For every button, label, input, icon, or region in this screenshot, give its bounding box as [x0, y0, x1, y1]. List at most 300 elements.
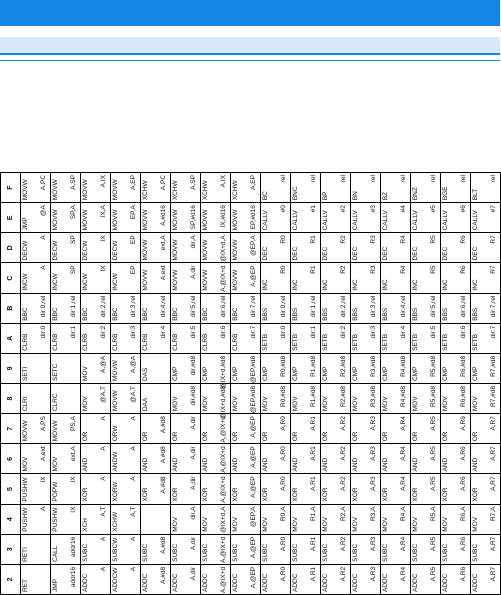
mnemonic: INC [412, 279, 419, 291]
mnemonic: BBS [322, 307, 329, 321]
mnemonic: MOVW [232, 269, 239, 291]
operand: A,dir [190, 566, 198, 581]
mnemonic: AND [262, 457, 269, 472]
operand: A,R1 [310, 416, 318, 431]
opcode-cell [201, 293, 231, 323]
operand: A,R5 [430, 446, 438, 461]
opcode-cell [471, 384, 501, 414]
mnemonic: XOR [202, 487, 209, 502]
opcode-cell [411, 233, 441, 263]
mnemonic: SETB [322, 333, 329, 351]
operand: dir:0 [40, 325, 48, 339]
mnemonic: DEC [472, 246, 479, 261]
mnemonic: INC [352, 279, 359, 291]
operand: rel [460, 175, 468, 183]
operand: A,R1 [310, 476, 318, 491]
opcode-cell [321, 444, 351, 474]
operand: #2 [340, 205, 348, 213]
mnemonic: SETB [412, 333, 419, 351]
opcode-cell [291, 323, 321, 353]
operand: dir:1,rel [70, 295, 78, 318]
opcode-cell [381, 414, 411, 444]
mnemonic: OR [352, 431, 359, 442]
mnemonic: MOVW [52, 179, 59, 201]
opcode-cell [21, 504, 51, 534]
opcode-cell [381, 564, 411, 594]
mnemonic: BBC [202, 307, 209, 321]
mnemonic: XOR [472, 487, 479, 502]
mnemonic: DEC [262, 246, 269, 261]
opcode-cell [471, 203, 501, 233]
opcode-cell [351, 323, 381, 353]
mnemonic: BBS [382, 307, 389, 321]
mnemonic: SETC [52, 363, 59, 382]
mnemonic: BBC [112, 307, 119, 321]
mnemonic: INC [262, 279, 269, 291]
mnemonic: MOV [352, 516, 359, 532]
operand: A,R5 [430, 536, 438, 552]
opcode-cell [441, 233, 471, 263]
operand: R3,A [370, 506, 378, 522]
opcode-cell [51, 323, 81, 353]
operand: A,SP [190, 175, 198, 190]
mnemonic: CALL [52, 545, 59, 562]
operand: A,@IX+d [220, 536, 228, 564]
opcode-cell [51, 384, 81, 414]
mnemonic: MOV [472, 396, 479, 412]
operand: R3 [370, 265, 378, 274]
mnemonic: CALLV [322, 210, 329, 231]
mnemonic: OR [142, 431, 149, 442]
operand: A,dir [190, 476, 198, 490]
mnemonic: ANDW [112, 451, 119, 472]
column-header-row [1, 173, 21, 595]
operand: R2 [340, 235, 348, 244]
mnemonic: BBC [142, 307, 149, 321]
mnemonic: MOV [232, 516, 239, 532]
opcode-cell [291, 564, 321, 594]
opcode-cell [141, 263, 171, 293]
operand: R2 [340, 265, 348, 274]
table-row [471, 173, 501, 595]
mnemonic: OR [232, 431, 239, 442]
operand: A,R1 [310, 566, 318, 582]
column-header: D [1, 233, 21, 263]
operand: A,R1 [310, 446, 318, 461]
opcode-cell [351, 173, 381, 203]
opcode-cell [351, 414, 381, 444]
operand: R6,#d8 [460, 386, 468, 407]
mnemonic: SETB [382, 333, 389, 351]
operand: A [130, 416, 138, 421]
mnemonic: INCW [112, 273, 119, 291]
mnemonic: CLRB [82, 333, 89, 351]
operand: dir:6,rel [460, 295, 468, 318]
mnemonic: ADDC [232, 573, 239, 592]
opcode-cell [81, 353, 111, 383]
mnemonic: MOV [202, 396, 209, 412]
mnemonic: INC [292, 279, 299, 291]
operand: A,R1 [310, 536, 318, 552]
mnemonic: OR [382, 431, 389, 442]
opcode-cell [81, 323, 111, 353]
mnemonic: CALLV [352, 210, 359, 231]
operand: dir:3 [370, 325, 378, 339]
operand: IX,A [100, 205, 108, 218]
operand: A [100, 476, 108, 481]
mnemonic: ADDC [472, 573, 479, 592]
opcode-cell [441, 384, 471, 414]
operand: A,R5 [430, 416, 438, 431]
operand: rel [370, 175, 378, 183]
opcode-cell [201, 263, 231, 293]
opcode-cell [171, 263, 201, 293]
mnemonic: CMP [382, 366, 389, 382]
opcode-cell [21, 414, 51, 444]
opcode-cell [411, 353, 441, 383]
opcode-cell [411, 384, 441, 414]
mnemonic: CMP [442, 366, 449, 382]
opcode-cell [471, 233, 501, 263]
column-header: 5 [1, 474, 21, 504]
opcode-cell [351, 233, 381, 263]
mnemonic: MOVW [112, 390, 119, 412]
operand: A,R0 [280, 566, 288, 582]
operand: R1,#d8 [310, 355, 318, 377]
mnemonic: INC [322, 279, 329, 291]
mnemonic: INC [442, 279, 449, 291]
operand: A,R4 [400, 566, 408, 582]
mnemonic: MOV [82, 366, 89, 382]
opcode-cell [21, 474, 51, 504]
operand: A,R4 [400, 446, 408, 461]
operand: R5,#d8 [430, 386, 438, 407]
mnemonic: DECW [52, 240, 59, 261]
opcode-cell [411, 263, 441, 293]
mnemonic: MOVW [112, 179, 119, 201]
operand: dir:7 [490, 325, 498, 339]
opcode-cell [111, 173, 141, 203]
operand: R7,#d8 [490, 355, 498, 377]
opcode-cell [141, 353, 171, 383]
opcode-cell [351, 564, 381, 594]
mnemonic: CLRB [202, 333, 209, 351]
operand: @A [40, 205, 48, 217]
operand: @IX+d,#d8 [220, 355, 228, 389]
mnemonic: AND [202, 457, 209, 472]
opcode-cell [21, 233, 51, 263]
table-row [141, 173, 171, 595]
operand: A,#d16 [160, 205, 168, 226]
operand: EP [130, 235, 138, 244]
operand: A,T [100, 506, 108, 517]
operand: R1,A [310, 506, 318, 522]
opcode-cell [51, 263, 81, 293]
mnemonic: INCW [52, 273, 59, 291]
operand: dir:1,rel [310, 295, 318, 318]
opcode-cell [141, 384, 171, 414]
opcode-cell [141, 293, 171, 323]
opcode-cell [141, 414, 171, 444]
opcode-cell [381, 353, 411, 383]
opcode-cell [261, 323, 291, 353]
mnemonic: BBS [412, 307, 419, 321]
opcode-cell [141, 203, 171, 233]
mnemonic: SUBC [262, 543, 269, 562]
opcode-cell [81, 263, 111, 293]
opcode-cell [261, 564, 291, 594]
opcode-cell [321, 474, 351, 504]
mnemonic: MOV [262, 396, 269, 412]
opcode-cell [81, 414, 111, 444]
opcode-cell [261, 173, 291, 203]
operand: A,R4 [400, 536, 408, 552]
mnemonic: INCW [22, 273, 29, 291]
mnemonic: DEC [352, 246, 359, 261]
operand: dir,#d8 [190, 386, 198, 406]
mnemonic: SUBC [412, 543, 419, 562]
mnemonic: BBC [82, 307, 89, 321]
operand: A,@IX+d [220, 416, 228, 443]
operand: dir:5,rel [190, 295, 198, 318]
opcode-cell [201, 474, 231, 504]
mnemonic: MOVW [172, 239, 179, 261]
mnemonic: MOVW [142, 209, 149, 231]
mnemonic: INC [382, 279, 389, 291]
opcode-cell [291, 203, 321, 233]
opcode-cell [201, 564, 231, 594]
opcode-cell [411, 203, 441, 233]
opcode-cell [411, 534, 441, 564]
operand: A [40, 235, 48, 240]
operand: A,dir [190, 446, 198, 460]
operand: dir:4,rel [400, 295, 408, 318]
opcode-cell [111, 293, 141, 323]
opcode-cell [291, 263, 321, 293]
opcode-cell [51, 504, 81, 534]
mnemonic: SUBC [442, 543, 449, 562]
opcode-cell [351, 534, 381, 564]
column-header: F [1, 173, 21, 203]
opcode-cell [351, 504, 381, 534]
opcode-cell [291, 444, 321, 474]
opcode-cell [171, 504, 201, 534]
column-header: B [1, 293, 21, 323]
operand: A,R3 [370, 566, 378, 582]
mnemonic: BBS [262, 307, 269, 321]
mnemonic: DEC [382, 246, 389, 261]
mnemonic: CLRB [142, 333, 149, 351]
mnemonic: BNZ [412, 187, 419, 201]
mnemonic: MOV [202, 516, 209, 532]
opcode-cell [21, 263, 51, 293]
mnemonic: CLRB [52, 333, 59, 351]
operand: ext,A [70, 446, 78, 462]
operand: rel [340, 175, 348, 183]
mnemonic: MOV [442, 396, 449, 412]
operand: A,#d8 [160, 416, 168, 434]
opcode-cell [411, 444, 441, 474]
opcode-cell [411, 564, 441, 594]
opcode-cell [471, 474, 501, 504]
opcode-cell [51, 444, 81, 474]
opcode-cell [111, 233, 141, 263]
mnemonic: BP [322, 191, 329, 201]
mnemonic: MOVW [112, 209, 119, 231]
mnemonic: MOV [322, 516, 329, 532]
mnemonic: XCHW [232, 180, 239, 201]
mnemonic: XOR [172, 487, 179, 502]
opcode-cell [111, 534, 141, 564]
mnemonic: CMP [202, 366, 209, 382]
operand: A,@A [130, 355, 138, 373]
opcode-cell [411, 474, 441, 504]
column-header: E [1, 203, 21, 233]
opcode-cell [81, 384, 111, 414]
operand: A,@EP [250, 566, 258, 589]
operand: A [100, 566, 108, 572]
operand: @EP,#d8 [250, 355, 258, 383]
table-row [261, 173, 291, 595]
mnemonic: CALLV [412, 210, 419, 231]
mnemonic: BBC [172, 307, 179, 321]
operand: R4 [400, 235, 408, 244]
operand: A [100, 416, 108, 421]
table-row [231, 173, 261, 595]
mnemonic: XOR [142, 487, 149, 502]
table-row [381, 173, 411, 595]
mnemonic: DECW [82, 240, 89, 261]
mnemonic: MOVW [82, 209, 89, 231]
operand: A,@IX+d [220, 265, 228, 292]
mnemonic: ADDCW [112, 567, 119, 592]
operand: R4,#d8 [400, 355, 408, 377]
operand: dir:6 [460, 325, 468, 339]
opcode-cell [51, 353, 81, 383]
operand: A,@EP [250, 536, 258, 559]
operand: #0 [280, 205, 288, 213]
mnemonic: MOV [232, 396, 239, 412]
mnemonic: AND [382, 457, 389, 472]
opcode-cell [261, 203, 291, 233]
mnemonic: MOV [352, 396, 359, 412]
opcode-cell [21, 323, 51, 353]
opcode-cell [231, 203, 261, 233]
mnemonic: OR [442, 431, 449, 442]
mnemonic: AND [352, 457, 359, 472]
mnemonic: CALLV [442, 210, 449, 231]
mnemonic: BLT [472, 188, 479, 201]
mnemonic: MOVW [22, 179, 29, 201]
operand: EP [130, 265, 138, 275]
mnemonic: MOV [412, 396, 419, 412]
operand: R2,#d8 [340, 355, 348, 377]
mnemonic: CMP [172, 366, 179, 382]
operand: R2,#d8 [340, 386, 348, 407]
mnemonic: CLRB [232, 333, 239, 351]
operand: A,ext [160, 265, 168, 281]
operand: EP,#d16 [250, 205, 258, 230]
opcode-cell [351, 384, 381, 414]
opcode-cell [201, 203, 231, 233]
operand: A,R5 [430, 566, 438, 582]
mnemonic: MOV [22, 456, 29, 472]
operand: rel [490, 175, 498, 183]
operand: dir:1 [310, 325, 318, 339]
opcode-cell [261, 414, 291, 444]
mnemonic: XOR [232, 487, 239, 502]
mnemonic: BBS [292, 307, 299, 321]
column-header: C [1, 263, 21, 293]
mnemonic: XOR [352, 487, 359, 502]
mnemonic: SETB [262, 333, 269, 351]
operand: dir:4,rel [160, 295, 168, 318]
operand: IX [100, 265, 108, 272]
mnemonic: XOR [442, 487, 449, 502]
opcode-cell [111, 444, 141, 474]
operand: A,R6 [460, 446, 468, 461]
operand: R6,A [460, 506, 468, 522]
mnemonic: ORW [112, 425, 119, 442]
mnemonic: XOR [262, 487, 269, 502]
mnemonic: XOR [322, 487, 329, 502]
opcode-cell [441, 564, 471, 594]
opcode-cell [51, 203, 81, 233]
mnemonic: SUBC [352, 543, 359, 562]
operand: dir:2,rel [340, 295, 348, 318]
table-row [21, 173, 51, 595]
operand: EP,A [130, 205, 138, 220]
opcode-cell [471, 173, 501, 203]
opcode-cell [171, 323, 201, 353]
opcode-cell [411, 293, 441, 323]
operand: SP,A [70, 205, 78, 220]
operand: PS,A [70, 416, 78, 431]
mnemonic: XCH [82, 517, 89, 532]
opcode-cell [141, 444, 171, 474]
opcode-cell [381, 444, 411, 474]
opcode-cell [201, 444, 231, 474]
opcode-cell [21, 444, 51, 474]
opcode-cell [261, 534, 291, 564]
mnemonic: BBC [52, 307, 59, 321]
opcode-cell [141, 534, 171, 564]
opcode-cell [381, 203, 411, 233]
operand: A,EP [250, 175, 258, 190]
mnemonic: MOV [82, 396, 89, 412]
operand: A [130, 536, 138, 542]
opcode-cell [441, 353, 471, 383]
opcode-cell [201, 173, 231, 203]
operand: A [40, 506, 48, 511]
operand: A,R2 [340, 446, 348, 461]
opcode-cell [21, 173, 51, 203]
mnemonic: ADDC [382, 573, 389, 592]
operand: A,R6 [460, 536, 468, 552]
mnemonic: MOVW [202, 269, 209, 291]
column-header: 4 [1, 504, 21, 534]
opcode-cell [81, 293, 111, 323]
mnemonic: CMP [412, 366, 419, 382]
mnemonic: ADDC [142, 573, 149, 592]
opcode-cell [21, 353, 51, 383]
mnemonic: MOVW [142, 269, 149, 291]
opcode-cell [261, 444, 291, 474]
mnemonic: CALLV [382, 210, 389, 231]
mnemonic: MOVW [202, 239, 209, 261]
operand: dir:0,rel [280, 295, 288, 318]
opcode-cell [51, 414, 81, 444]
